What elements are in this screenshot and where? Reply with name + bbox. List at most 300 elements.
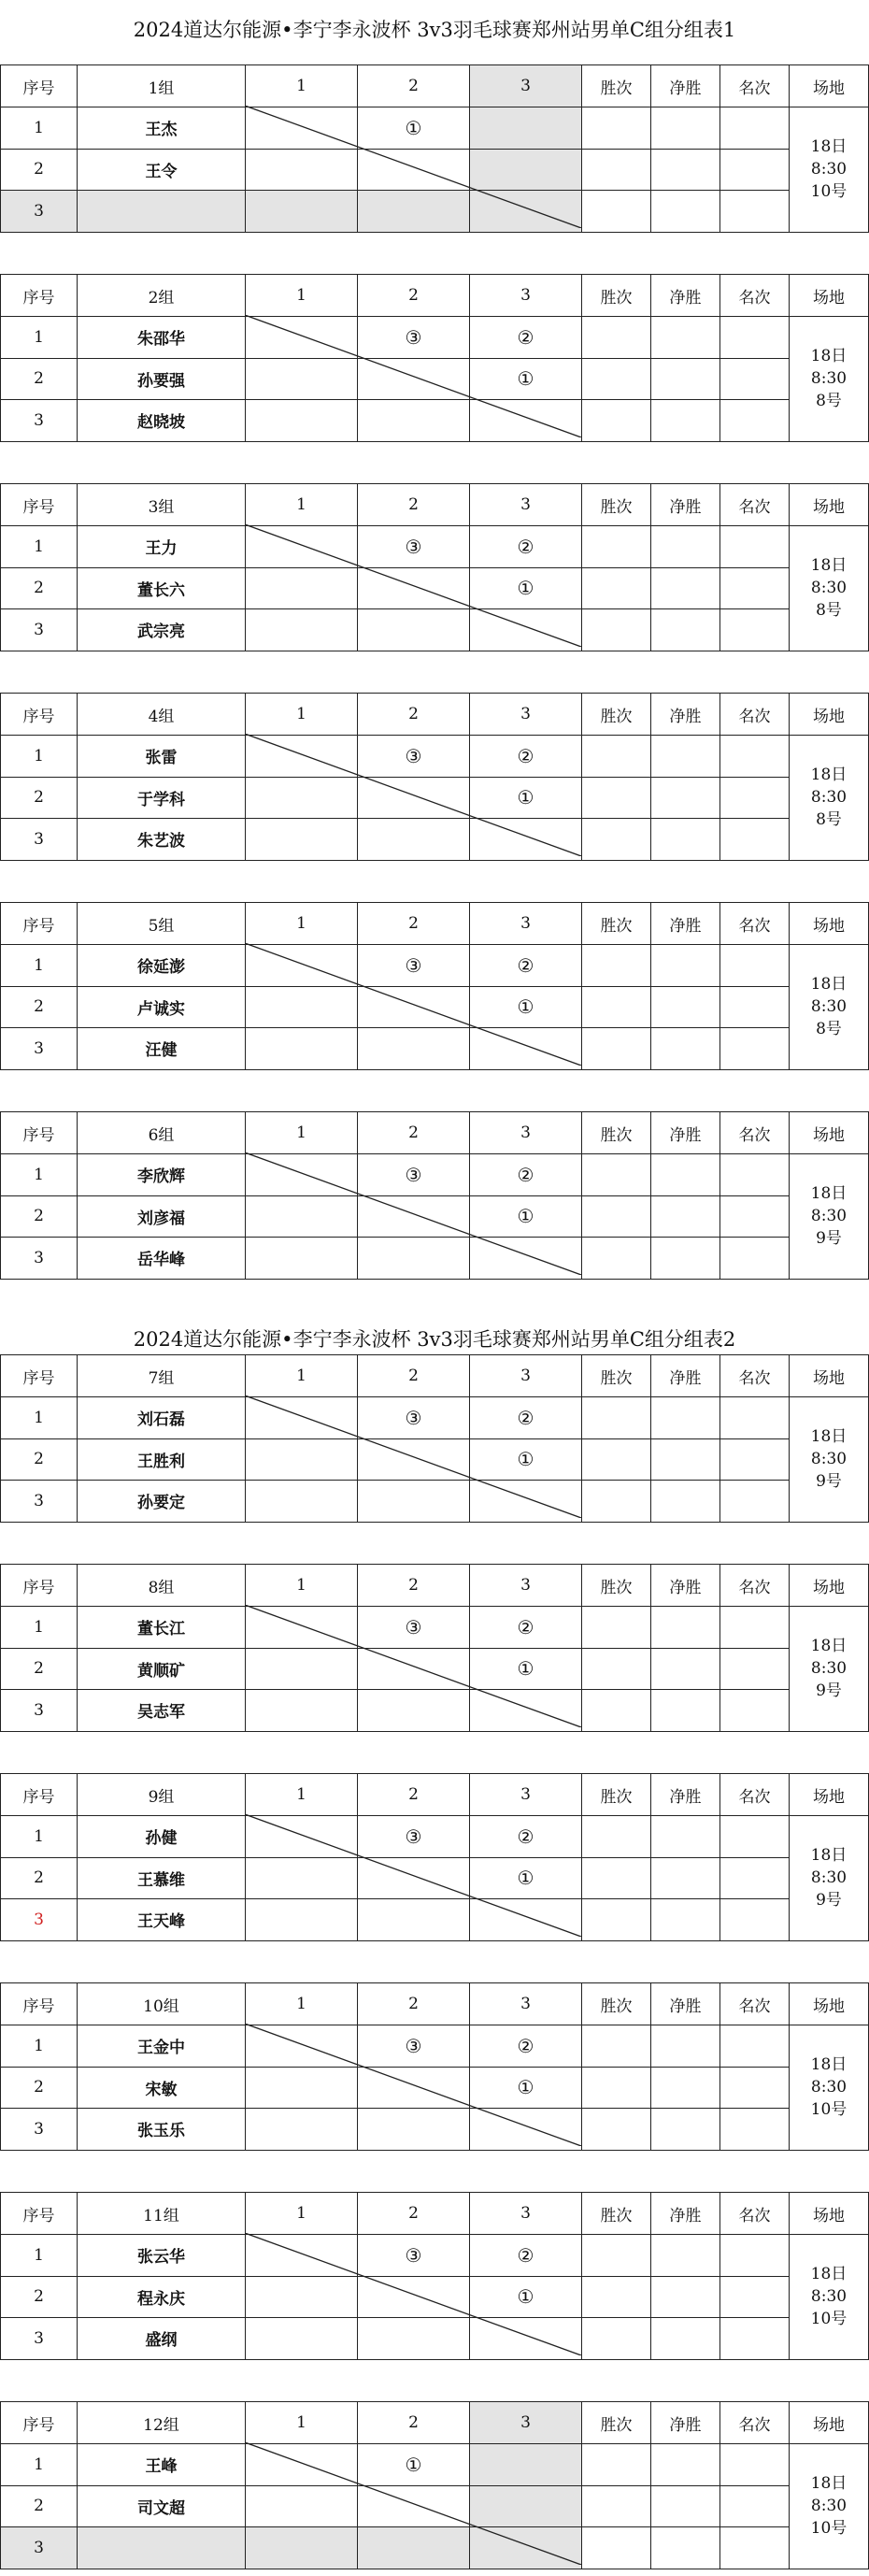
sheet-title: 2024道达尔能源•李宁李永波杯 3v3羽毛球赛郑州站男单C组分组表1 bbox=[133, 19, 736, 41]
venue-header: 场地 bbox=[790, 2193, 869, 2235]
net-cell bbox=[651, 1857, 720, 1899]
seq-header: 序号 bbox=[1, 2193, 78, 2235]
wins-cell bbox=[582, 400, 651, 442]
venue-line: 8:30 bbox=[810, 788, 848, 808]
wins-cell bbox=[582, 1690, 651, 1732]
col-2-header: 2 bbox=[358, 1774, 470, 1816]
seq-number: 2 bbox=[1, 1195, 78, 1238]
venue-line: 18日 bbox=[810, 1846, 848, 1866]
rank-cell bbox=[720, 2235, 790, 2277]
player-name: 刘彦福 bbox=[78, 1195, 246, 1238]
seq-number: 2 bbox=[1, 1648, 78, 1690]
player-name: 徐延澎 bbox=[78, 945, 246, 987]
seq-header: 序号 bbox=[1, 903, 78, 945]
rank-cell bbox=[720, 2485, 790, 2527]
net-cell bbox=[651, 107, 720, 150]
net-cell bbox=[651, 1690, 720, 1732]
match-order-mark: ② bbox=[470, 2025, 582, 2068]
net-header: 净胜 bbox=[651, 694, 720, 736]
net-cell bbox=[651, 1438, 720, 1481]
match-order-mark: ① bbox=[470, 1438, 582, 1481]
col-1-header: 1 bbox=[246, 275, 358, 317]
net-cell bbox=[651, 1648, 720, 1690]
wins-cell bbox=[582, 1481, 651, 1523]
venue-cell bbox=[790, 2444, 869, 2569]
venue-header: 场地 bbox=[790, 903, 869, 945]
venue-header: 场地 bbox=[790, 1774, 869, 1816]
venue-header: 场地 bbox=[790, 484, 869, 526]
player-name: 岳华峰 bbox=[78, 1238, 246, 1280]
net-header: 净胜 bbox=[651, 1565, 720, 1607]
venue-line: 18日 bbox=[810, 137, 848, 157]
seq-number: 3 bbox=[1, 819, 78, 861]
player-name: 宋敏 bbox=[78, 2067, 246, 2109]
rank-cell bbox=[720, 1481, 790, 1523]
seq-number: 1 bbox=[1, 2025, 78, 2068]
venue-line: 8:30 bbox=[810, 1207, 848, 1226]
venue-line: 18日 bbox=[810, 1184, 848, 1204]
seq-number: 2 bbox=[1, 986, 78, 1028]
rank-cell bbox=[720, 986, 790, 1028]
wins-cell bbox=[582, 149, 651, 191]
group-name: 1组 bbox=[78, 65, 246, 107]
match-order-mark: ② bbox=[470, 1816, 582, 1858]
net-cell bbox=[651, 2235, 720, 2277]
player-name: 汪健 bbox=[78, 1028, 246, 1070]
wins-cell bbox=[582, 777, 651, 819]
net-cell bbox=[651, 1195, 720, 1238]
venue-header: 场地 bbox=[790, 1355, 869, 1397]
rank-cell bbox=[720, 400, 790, 442]
seq-number: 1 bbox=[1, 945, 78, 987]
player-name: 黄顺矿 bbox=[78, 1648, 246, 1690]
wins-cell bbox=[582, 986, 651, 1028]
venue-line: 8:30 bbox=[810, 2078, 848, 2097]
player-name: 王天峰 bbox=[78, 1899, 246, 1941]
venue-line: 8:30 bbox=[810, 579, 848, 598]
wins-cell bbox=[582, 1028, 651, 1070]
wins-cell bbox=[582, 358, 651, 400]
col-2-header: 2 bbox=[358, 1355, 470, 1397]
wins-cell bbox=[582, 1397, 651, 1439]
venue-line: 9号 bbox=[816, 1472, 842, 1492]
col-3-header: 3 bbox=[470, 2193, 582, 2235]
wins-cell bbox=[582, 1238, 651, 1280]
match-order-mark: ① bbox=[358, 2444, 470, 2486]
col-2-header: 2 bbox=[358, 65, 470, 107]
player-name: 王峰 bbox=[78, 2444, 246, 2486]
net-cell bbox=[651, 2444, 720, 2486]
rank-cell bbox=[720, 2444, 790, 2486]
col-2-header: 2 bbox=[358, 694, 470, 736]
player-name: 武宗亮 bbox=[78, 609, 246, 651]
group-name: 8组 bbox=[78, 1565, 246, 1607]
seq-header: 序号 bbox=[1, 1355, 78, 1397]
match-order-mark: ③ bbox=[358, 1154, 470, 1196]
rank-cell bbox=[720, 567, 790, 609]
seq-number: 2 bbox=[1, 777, 78, 819]
venue-line: 8:30 bbox=[810, 997, 848, 1017]
rank-cell bbox=[720, 1195, 790, 1238]
seq-number: 1 bbox=[1, 1154, 78, 1196]
diagonal-divider bbox=[245, 943, 581, 1066]
player-name: 王金中 bbox=[78, 2025, 246, 2068]
match-order-mark: ② bbox=[470, 1397, 582, 1439]
rank-header: 名次 bbox=[720, 694, 790, 736]
rank-cell bbox=[720, 2318, 790, 2360]
net-cell bbox=[651, 1028, 720, 1070]
net-cell bbox=[651, 2527, 720, 2569]
net-cell bbox=[651, 191, 720, 233]
venue-line: 8号 bbox=[816, 1020, 842, 1039]
venue-cell bbox=[790, 945, 869, 1070]
seq-number: 1 bbox=[1, 1816, 78, 1858]
rank-header: 名次 bbox=[720, 1565, 790, 1607]
col-3-header: 3 bbox=[470, 1774, 582, 1816]
seq-number: 2 bbox=[1, 2485, 78, 2527]
col-3-header: 3 bbox=[470, 1112, 582, 1154]
wins-cell bbox=[582, 2276, 651, 2318]
wins-header: 胜次 bbox=[582, 903, 651, 945]
wins-cell bbox=[582, 317, 651, 359]
col-2-header: 2 bbox=[358, 1565, 470, 1607]
wins-cell bbox=[582, 1899, 651, 1941]
player-name: 孙要定 bbox=[78, 1481, 246, 1523]
seq-number: 1 bbox=[1, 2235, 78, 2277]
player-name: 孙要强 bbox=[78, 358, 246, 400]
diagonal-divider bbox=[245, 1605, 581, 1727]
venue-line: 18日 bbox=[810, 2265, 848, 2284]
venue-line: 10号 bbox=[810, 2100, 848, 2120]
net-cell bbox=[651, 2485, 720, 2527]
net-cell bbox=[651, 2318, 720, 2360]
venue-line: 10号 bbox=[810, 2519, 848, 2539]
col-3-header: 3 bbox=[470, 1355, 582, 1397]
rank-cell bbox=[720, 1397, 790, 1439]
rank-cell bbox=[720, 2067, 790, 2109]
venue-line: 10号 bbox=[810, 182, 848, 202]
diagonal-divider bbox=[245, 1152, 581, 1275]
venue-header: 场地 bbox=[790, 275, 869, 317]
venue-line: 8:30 bbox=[810, 2287, 848, 2307]
col-2-header: 2 bbox=[358, 2193, 470, 2235]
seq-number: 1 bbox=[1, 2444, 78, 2486]
group-name: 6组 bbox=[78, 1112, 246, 1154]
venue-cell bbox=[790, 736, 869, 861]
col-1-header: 1 bbox=[246, 1355, 358, 1397]
diagonal-divider bbox=[245, 2442, 581, 2565]
player-name: 张玉乐 bbox=[78, 2109, 246, 2151]
match-order-mark: ③ bbox=[358, 317, 470, 359]
venue-line: 8:30 bbox=[810, 160, 848, 179]
match-order-mark: ② bbox=[470, 1154, 582, 1196]
net-header: 净胜 bbox=[651, 2402, 720, 2444]
wins-cell bbox=[582, 736, 651, 778]
seq-header: 序号 bbox=[1, 65, 78, 107]
player-name: 程永庆 bbox=[78, 2276, 246, 2318]
venue-line: 18日 bbox=[810, 975, 848, 995]
rank-cell bbox=[720, 2527, 790, 2569]
net-cell bbox=[651, 1397, 720, 1439]
col-2-header: 2 bbox=[358, 275, 470, 317]
seq-number: 2 bbox=[1, 149, 78, 191]
net-cell bbox=[651, 2276, 720, 2318]
player-name: 于学科 bbox=[78, 777, 246, 819]
diagonal-divider bbox=[245, 1395, 581, 1518]
rank-cell bbox=[720, 2025, 790, 2068]
seq-number: 3 bbox=[1, 191, 78, 233]
rank-cell bbox=[720, 1899, 790, 1941]
wins-cell bbox=[582, 2067, 651, 2109]
wins-header: 胜次 bbox=[582, 484, 651, 526]
col-1-header: 1 bbox=[246, 2193, 358, 2235]
net-cell bbox=[651, 819, 720, 861]
rank-header: 名次 bbox=[720, 903, 790, 945]
diagonal-divider bbox=[245, 2024, 581, 2146]
wins-header: 胜次 bbox=[582, 1983, 651, 2025]
rank-header: 名次 bbox=[720, 1983, 790, 2025]
wins-cell bbox=[582, 2025, 651, 2068]
col-3-header: 3 bbox=[470, 903, 582, 945]
col-3-header: 3 bbox=[470, 65, 582, 107]
player-name: 司文超 bbox=[78, 2485, 246, 2527]
col-3-header: 3 bbox=[470, 694, 582, 736]
col-2-header: 2 bbox=[358, 1983, 470, 2025]
rank-cell bbox=[720, 358, 790, 400]
seq-number: 2 bbox=[1, 567, 78, 609]
col-2-header: 2 bbox=[358, 2402, 470, 2444]
net-header: 净胜 bbox=[651, 65, 720, 107]
net-cell bbox=[651, 567, 720, 609]
venue-line: 8号 bbox=[816, 601, 842, 621]
player-name: 王慕维 bbox=[78, 1857, 246, 1899]
net-cell bbox=[651, 736, 720, 778]
wins-cell bbox=[582, 1648, 651, 1690]
rank-header: 名次 bbox=[720, 484, 790, 526]
wins-cell bbox=[582, 1607, 651, 1649]
rank-cell bbox=[720, 945, 790, 987]
venue-header: 场地 bbox=[790, 1983, 869, 2025]
net-header: 净胜 bbox=[651, 2193, 720, 2235]
rank-cell bbox=[720, 1857, 790, 1899]
net-header: 净胜 bbox=[651, 1112, 720, 1154]
seq-number: 2 bbox=[1, 2276, 78, 2318]
venue-line: 18日 bbox=[810, 347, 848, 366]
match-order-mark: ② bbox=[470, 2235, 582, 2277]
match-order-mark: ① bbox=[470, 2067, 582, 2109]
net-cell bbox=[651, 400, 720, 442]
rank-cell bbox=[720, 1816, 790, 1858]
rank-cell bbox=[720, 1028, 790, 1070]
net-header: 净胜 bbox=[651, 484, 720, 526]
col-1-header: 1 bbox=[246, 1774, 358, 1816]
wins-cell bbox=[582, 2109, 651, 2151]
seq-number: 1 bbox=[1, 317, 78, 359]
wins-header: 胜次 bbox=[582, 2193, 651, 2235]
player-name: 董长江 bbox=[78, 1607, 246, 1649]
net-cell bbox=[651, 149, 720, 191]
diagonal-divider bbox=[245, 315, 581, 437]
wins-cell bbox=[582, 1195, 651, 1238]
rank-cell bbox=[720, 526, 790, 568]
venue-cell bbox=[790, 526, 869, 651]
seq-number: 1 bbox=[1, 107, 78, 150]
group-name: 12组 bbox=[78, 2402, 246, 2444]
wins-cell bbox=[582, 2444, 651, 2486]
player-name bbox=[78, 2527, 246, 2569]
match-order-mark: ② bbox=[470, 1607, 582, 1649]
venue-header: 场地 bbox=[790, 694, 869, 736]
net-cell bbox=[651, 1816, 720, 1858]
venue-line: 10号 bbox=[810, 2310, 848, 2329]
col-3-header: 3 bbox=[470, 484, 582, 526]
venue-line: 18日 bbox=[810, 2474, 848, 2494]
rank-cell bbox=[720, 1238, 790, 1280]
seq-number: 1 bbox=[1, 1397, 78, 1439]
wins-header: 胜次 bbox=[582, 1112, 651, 1154]
venue-cell bbox=[790, 107, 869, 233]
wins-cell bbox=[582, 191, 651, 233]
wins-cell bbox=[582, 2485, 651, 2527]
wins-cell bbox=[582, 2527, 651, 2569]
col-3-header: 3 bbox=[470, 1565, 582, 1607]
venue-cell bbox=[790, 1397, 869, 1523]
net-cell bbox=[651, 2067, 720, 2109]
rank-header: 名次 bbox=[720, 1355, 790, 1397]
wins-header: 胜次 bbox=[582, 65, 651, 107]
rank-cell bbox=[720, 736, 790, 778]
seq-number: 3 bbox=[1, 2318, 78, 2360]
venue-line: 8:30 bbox=[810, 1450, 848, 1469]
wins-cell bbox=[582, 1438, 651, 1481]
seq-number: 3 bbox=[1, 1690, 78, 1732]
match-order-mark: ③ bbox=[358, 2025, 470, 2068]
wins-header: 胜次 bbox=[582, 1774, 651, 1816]
net-cell bbox=[651, 945, 720, 987]
player-name bbox=[78, 191, 246, 233]
seq-header: 序号 bbox=[1, 1565, 78, 1607]
venue-line: 8号 bbox=[816, 810, 842, 830]
venue-line: 18日 bbox=[810, 1427, 848, 1447]
net-header: 净胜 bbox=[651, 903, 720, 945]
rank-header: 名次 bbox=[720, 1112, 790, 1154]
rank-header: 名次 bbox=[720, 65, 790, 107]
venue-line: 8:30 bbox=[810, 1659, 848, 1679]
seq-header: 序号 bbox=[1, 2402, 78, 2444]
match-order-mark: ③ bbox=[358, 1397, 470, 1439]
seq-number: 2 bbox=[1, 1438, 78, 1481]
venue-line: 9号 bbox=[816, 1891, 842, 1911]
rank-cell bbox=[720, 2276, 790, 2318]
net-header: 净胜 bbox=[651, 1774, 720, 1816]
player-name: 卢诚实 bbox=[78, 986, 246, 1028]
player-name: 朱艺波 bbox=[78, 819, 246, 861]
wins-cell bbox=[582, 2235, 651, 2277]
match-order-mark: ① bbox=[470, 2276, 582, 2318]
net-header: 净胜 bbox=[651, 1355, 720, 1397]
venue-cell bbox=[790, 2025, 869, 2151]
venue-cell bbox=[790, 1816, 869, 1941]
net-cell bbox=[651, 1238, 720, 1280]
net-cell bbox=[651, 526, 720, 568]
col-1-header: 1 bbox=[246, 1565, 358, 1607]
diagonal-divider bbox=[245, 734, 581, 856]
seq-number: 3 bbox=[1, 1238, 78, 1280]
venue-line: 8:30 bbox=[810, 369, 848, 389]
net-cell bbox=[651, 2109, 720, 2151]
net-cell bbox=[651, 1481, 720, 1523]
match-order-mark: ① bbox=[358, 107, 470, 150]
group-name: 7组 bbox=[78, 1355, 246, 1397]
player-name: 盛纲 bbox=[78, 2318, 246, 2360]
net-cell bbox=[651, 986, 720, 1028]
col-3-header: 3 bbox=[470, 1983, 582, 2025]
match-order-mark: ② bbox=[470, 736, 582, 778]
player-name: 王力 bbox=[78, 526, 246, 568]
rank-cell bbox=[720, 1438, 790, 1481]
rank-cell bbox=[720, 2109, 790, 2151]
venue-line: 8:30 bbox=[810, 2497, 848, 2516]
rank-cell bbox=[720, 149, 790, 191]
wins-cell bbox=[582, 107, 651, 150]
group-name: 2组 bbox=[78, 275, 246, 317]
player-name: 董长六 bbox=[78, 567, 246, 609]
group-name: 4组 bbox=[78, 694, 246, 736]
match-order-mark: ② bbox=[470, 526, 582, 568]
group-name: 9组 bbox=[78, 1774, 246, 1816]
match-order-mark: ③ bbox=[358, 526, 470, 568]
player-name: 吴志军 bbox=[78, 1690, 246, 1732]
col-3-header: 3 bbox=[470, 2402, 582, 2444]
seq-number: 2 bbox=[1, 358, 78, 400]
rank-cell bbox=[720, 1648, 790, 1690]
rank-cell bbox=[720, 317, 790, 359]
venue-line: 9号 bbox=[816, 1229, 842, 1249]
col-2-header: 2 bbox=[358, 484, 470, 526]
wins-cell bbox=[582, 609, 651, 651]
net-header: 净胜 bbox=[651, 1983, 720, 2025]
venue-line: 18日 bbox=[810, 766, 848, 785]
player-name: 刘石磊 bbox=[78, 1397, 246, 1439]
diagonal-divider bbox=[245, 2233, 581, 2355]
wins-header: 胜次 bbox=[582, 2402, 651, 2444]
group-name: 5组 bbox=[78, 903, 246, 945]
venue-line: 9号 bbox=[816, 1682, 842, 1701]
col-1-header: 1 bbox=[246, 903, 358, 945]
venue-cell bbox=[790, 317, 869, 442]
net-cell bbox=[651, 777, 720, 819]
rank-cell bbox=[720, 609, 790, 651]
seq-header: 序号 bbox=[1, 694, 78, 736]
match-order-mark: ① bbox=[470, 1195, 582, 1238]
net-cell bbox=[651, 2025, 720, 2068]
seq-header: 序号 bbox=[1, 1112, 78, 1154]
seq-number: 3 bbox=[1, 1028, 78, 1070]
col-2-header: 2 bbox=[358, 903, 470, 945]
seq-header: 序号 bbox=[1, 275, 78, 317]
group-name: 10组 bbox=[78, 1983, 246, 2025]
seq-number: 3 bbox=[1, 1481, 78, 1523]
match-order-mark: ③ bbox=[358, 945, 470, 987]
seq-number: 3 bbox=[1, 2109, 78, 2151]
venue-line: 8:30 bbox=[810, 1868, 848, 1888]
player-name: 张云华 bbox=[78, 2235, 246, 2277]
wins-cell bbox=[582, 1816, 651, 1858]
net-cell bbox=[651, 1899, 720, 1941]
player-name: 王胜利 bbox=[78, 1438, 246, 1481]
seq-number: 2 bbox=[1, 2067, 78, 2109]
seq-number: 3 bbox=[1, 1899, 78, 1941]
